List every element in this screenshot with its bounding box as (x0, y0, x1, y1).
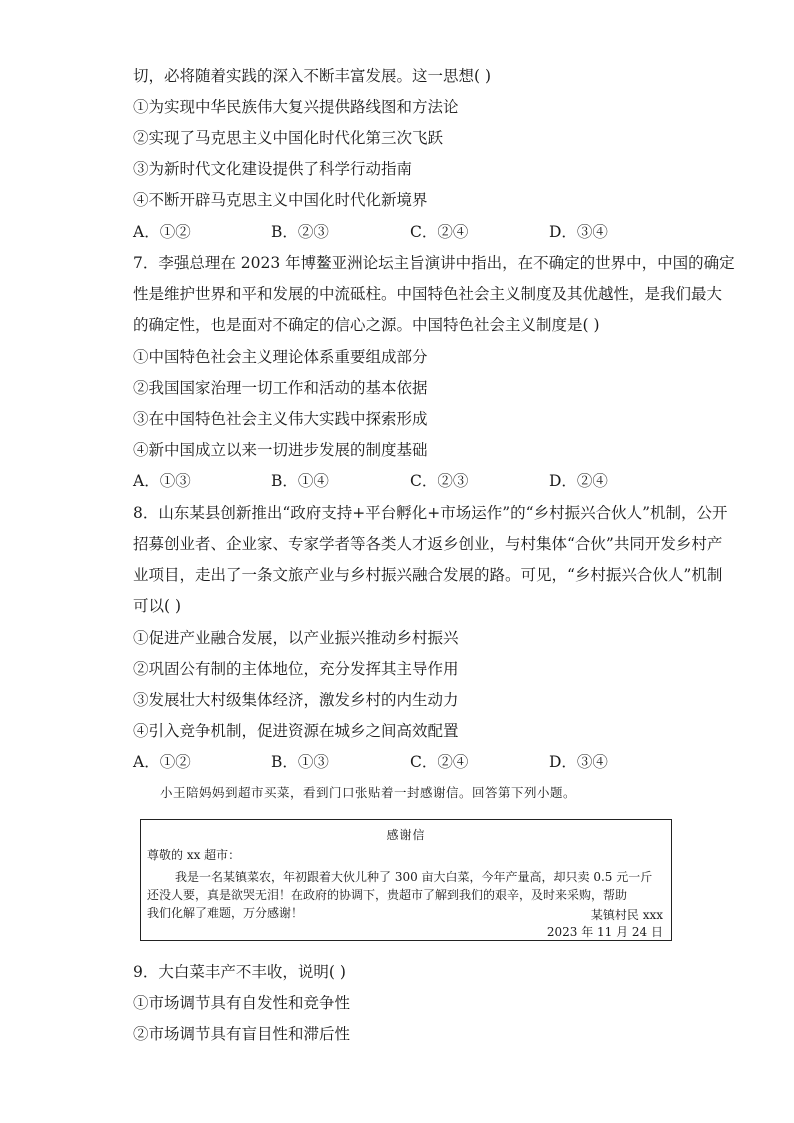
q6-statement-1: ①为实现中华民族伟大复兴提供路线图和方法论 (133, 98, 459, 116)
letter-body-line-2: 还没人要，真是欲哭无泪！在政府的协调下，贵超市了解到我们的艰辛，及时来采购，帮助 (147, 888, 628, 902)
thank-you-letter-box (140, 819, 672, 941)
q9-statement-1: ①市场调节具有自发性和竞争性 (133, 994, 351, 1012)
q8-options (133, 752, 653, 772)
q7-stem-line-1: 7．李强总理在 2023 年博鳌亚洲论坛主旨演讲中指出，在不确定的世界中，中国的确定 (133, 254, 735, 272)
q7-statement-2: ②我国国家治理一切工作和活动的基本依据 (133, 379, 428, 397)
q8-option-c[interactable]: C．②④ (410, 753, 469, 771)
letter-body-line-1: 我是一名某镇菜农，年初跟着大伙儿种了 300 亩大白菜，今年产量高，却只卖 0.5 元一斤 (175, 870, 653, 884)
q6-option-b[interactable]: B．②③ (271, 223, 329, 241)
q8-stem-line-1: 8．山东某县创新推出“政府支持+平台孵化+市场运作”的“乡村振兴合伙人”机制，公开 (133, 504, 728, 522)
q7-stem-line-2: 性是维护世界和平和发展的中流砥柱。中国特色社会主义制度及其优越性，是我们最大 (133, 285, 723, 303)
q8-statement-1: ①促进产业融合发展，以产业振兴推动乡村振兴 (133, 629, 459, 647)
q8-statement-3: ③发展壮大村级集体经济，激发乡村的内生动力 (133, 691, 459, 709)
q7-statement-1: ①中国特色社会主义理论体系重要组成部分 (133, 348, 428, 366)
q7-option-c[interactable]: C．②③ (410, 472, 469, 490)
q6-option-a[interactable]: A．①② (133, 223, 191, 241)
letter-salutation: 尊敬的 xx 超市： (147, 848, 241, 862)
q6-option-c[interactable]: C．②④ (410, 223, 469, 241)
q8-statement-4: ④引入竞争机制，促进资源在城乡之间高效配置 (133, 722, 459, 740)
q7-statement-4: ④新中国成立以来一切进步发展的制度基础 (133, 441, 428, 459)
q7-option-a[interactable]: A．①③ (133, 472, 191, 490)
q6-options (133, 222, 653, 242)
q6-statement-4: ④不断开辟马克思主义中国化时代化新境界 (133, 191, 428, 209)
letter-date: 2023 年 11 月 24 日 (546, 925, 663, 939)
q7-statement-3: ③在中国特色社会主义伟大实践中探索形成 (133, 410, 428, 428)
material-intro: 小王陪妈妈到超市买菜，看到门口张贴着一封感谢信。回答第下列小题。 (160, 785, 577, 800)
q9-stem: 9．大白菜丰产不丰收，说明( ) (133, 963, 346, 981)
q6-statement-2: ②实现了马克思主义中国化时代化第三次飞跃 (133, 129, 444, 147)
q6-option-d[interactable]: D．③④ (549, 223, 608, 241)
q6-statement-3: ③为新时代文化建设提供了科学行动指南 (133, 160, 413, 178)
q7-option-b[interactable]: B．①④ (271, 472, 329, 490)
q9-statement-2: ②市场调节具有盲目性和滞后性 (133, 1025, 351, 1043)
q8-stem-line-4: 可以( ) (133, 597, 182, 615)
q6-stem-continued: 切，必将随着实践的深入不断丰富发展。这一思想( ) (133, 67, 492, 85)
q7-option-d[interactable]: D．②④ (549, 472, 608, 490)
q8-statement-2: ②巩固公有制的主体地位，充分发挥其主导作用 (133, 660, 459, 678)
q8-option-b[interactable]: B．①③ (271, 753, 329, 771)
letter-signature: 某镇村民 xxx (590, 908, 663, 922)
q8-option-d[interactable]: D．③④ (549, 753, 608, 771)
letter-body-line-3: 我们化解了难题，万分感谢！ (147, 906, 304, 920)
q8-option-a[interactable]: A．①② (133, 753, 191, 771)
q7-stem-line-3: 的确定性，也是面对不确定的信心之源。中国特色社会主义制度是( ) (133, 316, 600, 334)
q8-stem-line-3: 业项目，走出了一条文旅产业与乡村振兴融合发展的路。可见，“乡村振兴合伙人”机制 (133, 566, 723, 584)
q8-stem-line-2: 招募创业者、企业家、专家学者等各类人才返乡创业，与村集体“合伙”共同开发乡村产 (133, 535, 723, 553)
letter-title: 感谢信 (386, 828, 426, 842)
q7-options (133, 471, 653, 491)
